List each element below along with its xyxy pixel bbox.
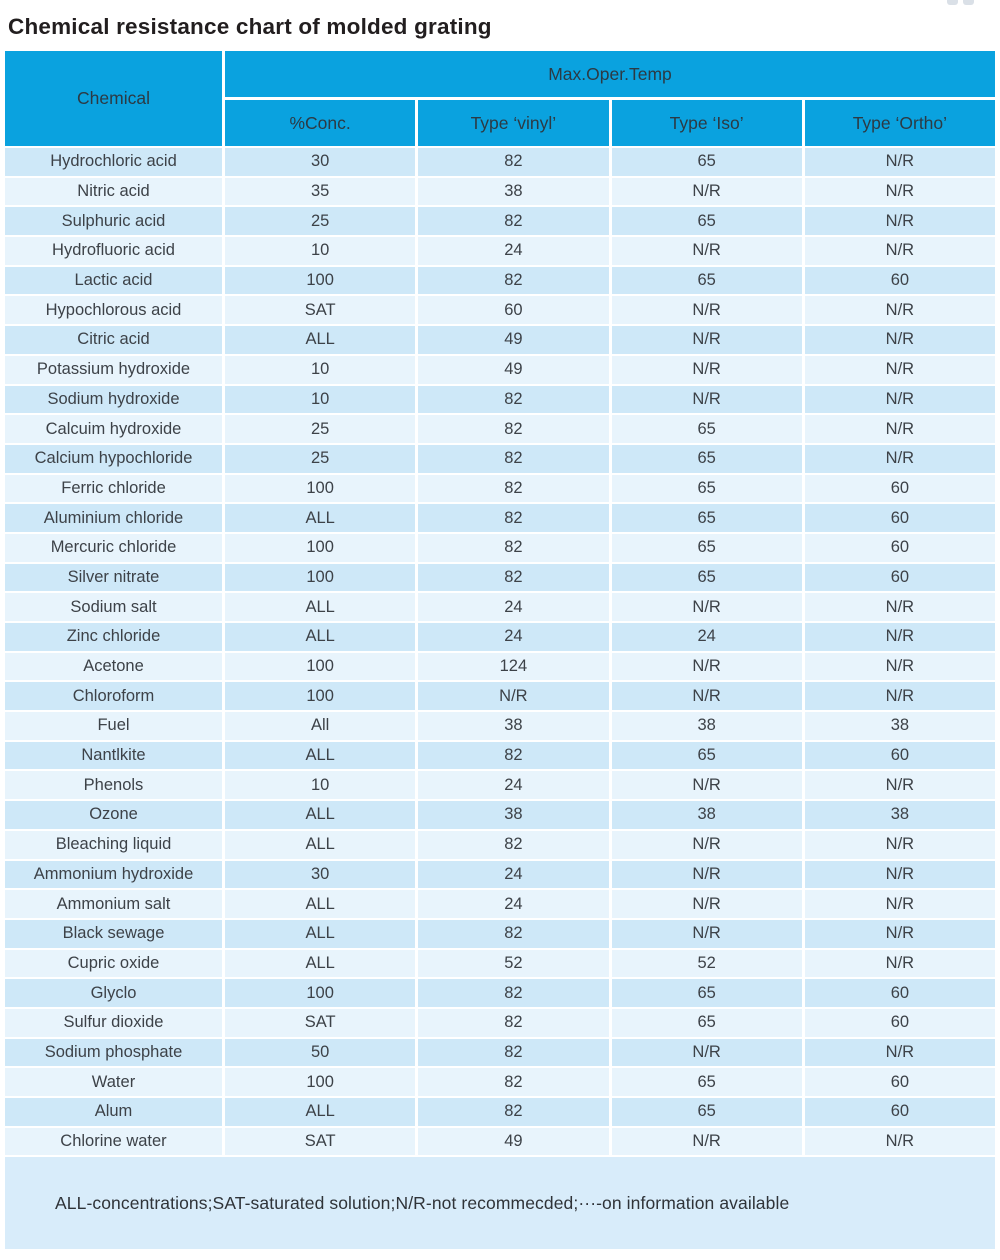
cell-conc: 100 — [225, 653, 415, 681]
cell-iso: 65 — [612, 534, 802, 562]
table-row — [5, 653, 995, 681]
legend-footnote: ALL-concentrations;SAT-saturated solution;N/R-not recommecded;···-on information available — [5, 1157, 995, 1249]
cell-iso: 65 — [612, 445, 802, 473]
cell-vinyl: 82 — [418, 475, 608, 503]
cell-vinyl: 49 — [418, 326, 608, 354]
cell-conc: ALL — [225, 801, 415, 829]
cell-ortho: 60 — [805, 504, 995, 532]
cell-vinyl: 82 — [418, 1009, 608, 1037]
cell-ortho: N/R — [805, 207, 995, 235]
cell-iso: 65 — [612, 564, 802, 592]
cell-ortho: N/R — [805, 682, 995, 710]
cell-chemical: Acetone — [5, 653, 222, 681]
cell-vinyl: 82 — [418, 445, 608, 473]
cell-iso: N/R — [612, 890, 802, 918]
cell-chemical: Hydrofluoric acid — [5, 237, 222, 265]
cell-ortho: N/R — [805, 861, 995, 889]
cell-chemical: Ozone — [5, 801, 222, 829]
cell-iso: N/R — [612, 653, 802, 681]
cell-chemical: Ferric chloride — [5, 475, 222, 503]
cell-vinyl: 82 — [418, 1098, 608, 1126]
cell-chemical: Bleaching liquid — [5, 831, 222, 859]
cell-chemical: Sulphuric acid — [5, 207, 222, 235]
cell-chemical: Sulfur dioxide — [5, 1009, 222, 1037]
cell-conc: 10 — [225, 386, 415, 414]
cell-iso: N/R — [612, 920, 802, 948]
table-row — [5, 861, 995, 889]
cell-ortho: N/R — [805, 1039, 995, 1067]
cell-ortho: N/R — [805, 445, 995, 473]
table-row — [5, 1039, 995, 1067]
cell-conc: ALL — [225, 950, 415, 978]
cell-vinyl: 82 — [418, 504, 608, 532]
cell-chemical: Calcium hypochloride — [5, 445, 222, 473]
cell-vinyl: 82 — [418, 742, 608, 770]
cell-iso: 38 — [612, 712, 802, 740]
cell-chemical: Calcuim hydroxide — [5, 415, 222, 443]
cell-vinyl: 24 — [418, 861, 608, 889]
cell-iso: N/R — [612, 237, 802, 265]
cell-iso: 65 — [612, 207, 802, 235]
cell-conc: SAT — [225, 1128, 415, 1156]
cell-vinyl: 38 — [418, 712, 608, 740]
cell-conc: 30 — [225, 148, 415, 176]
cell-chemical: Cupric oxide — [5, 950, 222, 978]
cell-chemical: Sodium salt — [5, 593, 222, 621]
cell-chemical: Silver nitrate — [5, 564, 222, 592]
cell-conc: 100 — [225, 475, 415, 503]
cell-iso: 65 — [612, 1009, 802, 1037]
cell-conc: 100 — [225, 979, 415, 1007]
cell-ortho: 60 — [805, 564, 995, 592]
table-row — [5, 415, 995, 443]
table-row — [5, 801, 995, 829]
cell-conc: 100 — [225, 682, 415, 710]
cell-ortho: 60 — [805, 534, 995, 562]
cell-iso: 65 — [612, 742, 802, 770]
cell-iso: 24 — [612, 623, 802, 651]
cell-ortho: N/R — [805, 415, 995, 443]
table-row — [5, 148, 995, 176]
cell-ortho: 60 — [805, 1009, 995, 1037]
cell-vinyl: 52 — [418, 950, 608, 978]
chemical-resistance-table — [5, 51, 995, 1249]
cell-vinyl: 124 — [418, 653, 608, 681]
cell-chemical: Ammonium hydroxide — [5, 861, 222, 889]
page-title: Chemical resistance chart of molded grating — [8, 14, 492, 39]
cell-chemical: Nantlkite — [5, 742, 222, 770]
cell-chemical: Chlorine water — [5, 1128, 222, 1156]
cell-vinyl: 82 — [418, 534, 608, 562]
cell-ortho: N/R — [805, 623, 995, 651]
cell-vinyl: 82 — [418, 207, 608, 235]
cell-iso: 65 — [612, 979, 802, 1007]
cell-vinyl: 24 — [418, 593, 608, 621]
cell-conc: 25 — [225, 207, 415, 235]
cell-vinyl: N/R — [418, 682, 608, 710]
cell-ortho: N/R — [805, 950, 995, 978]
table-row — [5, 475, 995, 503]
cell-iso: N/R — [612, 593, 802, 621]
table-row — [5, 326, 995, 354]
cell-iso: N/R — [612, 831, 802, 859]
table-row — [5, 979, 995, 1007]
cell-conc: 30 — [225, 861, 415, 889]
cell-chemical: Phenols — [5, 771, 222, 799]
table-row — [5, 356, 995, 384]
cropped-page-number-fragment — [947, 0, 974, 5]
cell-conc: ALL — [225, 890, 415, 918]
cell-conc: 10 — [225, 771, 415, 799]
cell-conc: ALL — [225, 742, 415, 770]
cell-chemical: Water — [5, 1068, 222, 1096]
cell-conc: 10 — [225, 237, 415, 265]
cell-chemical: Nitric acid — [5, 178, 222, 206]
cell-chemical: Fuel — [5, 712, 222, 740]
table-row — [5, 237, 995, 265]
table-row — [5, 267, 995, 295]
table-row — [5, 1098, 995, 1126]
cell-ortho: N/R — [805, 178, 995, 206]
table-header — [5, 51, 995, 146]
cell-iso: N/R — [612, 1039, 802, 1067]
cell-conc: SAT — [225, 296, 415, 324]
cell-chemical: Citric acid — [5, 326, 222, 354]
cell-chemical: Mercuric chloride — [5, 534, 222, 562]
cell-conc: 100 — [225, 1068, 415, 1096]
cell-chemical: Alum — [5, 1098, 222, 1126]
cell-iso: 65 — [612, 1098, 802, 1126]
cell-vinyl: 24 — [418, 890, 608, 918]
table-row — [5, 890, 995, 918]
cell-chemical: Potassium hydroxide — [5, 356, 222, 384]
table-row — [5, 712, 995, 740]
cell-vinyl: 24 — [418, 771, 608, 799]
table-row — [5, 742, 995, 770]
table-row — [5, 920, 995, 948]
cell-vinyl: 82 — [418, 267, 608, 295]
table-row — [5, 771, 995, 799]
table-row — [5, 593, 995, 621]
table-row — [5, 831, 995, 859]
cell-ortho: 60 — [805, 267, 995, 295]
cell-ortho: N/R — [805, 326, 995, 354]
cell-chemical: Glyclo — [5, 979, 222, 1007]
table-row — [5, 386, 995, 414]
column-header-type-vinyl: Type ‘vinyl’ — [418, 100, 608, 146]
cell-vinyl: 82 — [418, 1068, 608, 1096]
cell-conc: ALL — [225, 920, 415, 948]
cell-chemical: Chloroform — [5, 682, 222, 710]
cell-conc: 100 — [225, 534, 415, 562]
cell-iso: N/R — [612, 178, 802, 206]
cell-ortho: N/R — [805, 920, 995, 948]
cell-conc: 10 — [225, 356, 415, 384]
cell-iso: N/R — [612, 296, 802, 324]
cell-ortho: N/R — [805, 890, 995, 918]
cell-chemical: Sodium phosphate — [5, 1039, 222, 1067]
cell-conc: 100 — [225, 267, 415, 295]
cell-chemical: Lactic acid — [5, 267, 222, 295]
table-row — [5, 296, 995, 324]
cell-vinyl: 49 — [418, 356, 608, 384]
cell-iso: N/R — [612, 356, 802, 384]
cell-chemical: Sodium hydroxide — [5, 386, 222, 414]
cell-conc: ALL — [225, 831, 415, 859]
cell-vinyl: 82 — [418, 148, 608, 176]
cell-conc: 35 — [225, 178, 415, 206]
table-row — [5, 504, 995, 532]
cell-chemical: Hydrochloric acid — [5, 148, 222, 176]
cell-ortho: N/R — [805, 831, 995, 859]
cell-iso: N/R — [612, 326, 802, 354]
cell-ortho: N/R — [805, 653, 995, 681]
cell-iso: 38 — [612, 801, 802, 829]
cell-conc: ALL — [225, 593, 415, 621]
cell-ortho: 60 — [805, 1068, 995, 1096]
cell-vinyl: 82 — [418, 564, 608, 592]
table-row — [5, 564, 995, 592]
cell-ortho: N/R — [805, 771, 995, 799]
cell-chemical: Zinc chloride — [5, 623, 222, 651]
cell-ortho: N/R — [805, 356, 995, 384]
cell-chemical: Black sewage — [5, 920, 222, 948]
cell-iso: N/R — [612, 682, 802, 710]
table-row — [5, 1128, 995, 1156]
cell-vinyl: 49 — [418, 1128, 608, 1156]
cell-iso: N/R — [612, 771, 802, 799]
cell-iso: 65 — [612, 148, 802, 176]
cell-ortho: 60 — [805, 742, 995, 770]
cell-ortho: 60 — [805, 1098, 995, 1126]
cell-iso: N/R — [612, 386, 802, 414]
column-header-type-iso: Type ‘Iso’ — [612, 100, 802, 146]
cell-iso: N/R — [612, 1128, 802, 1156]
cell-conc: SAT — [225, 1009, 415, 1037]
table-row — [5, 950, 995, 978]
cell-conc: All — [225, 712, 415, 740]
cell-conc: ALL — [225, 504, 415, 532]
cell-iso: 52 — [612, 950, 802, 978]
cell-conc: 50 — [225, 1039, 415, 1067]
cell-ortho: 60 — [805, 979, 995, 1007]
cell-conc: 100 — [225, 564, 415, 592]
cell-conc: ALL — [225, 1098, 415, 1126]
cell-conc: ALL — [225, 326, 415, 354]
cell-vinyl: 60 — [418, 296, 608, 324]
column-header-conc: %Conc. — [225, 100, 415, 146]
cell-ortho: N/R — [805, 386, 995, 414]
column-header-chemical: Chemical — [5, 51, 222, 146]
cell-ortho: N/R — [805, 148, 995, 176]
cell-iso: 65 — [612, 504, 802, 532]
cell-vinyl: 24 — [418, 623, 608, 651]
cell-iso: 65 — [612, 475, 802, 503]
cell-vinyl: 38 — [418, 178, 608, 206]
cell-chemical: Ammonium salt — [5, 890, 222, 918]
cell-iso: 65 — [612, 1068, 802, 1096]
cell-iso: 65 — [612, 267, 802, 295]
table-row — [5, 623, 995, 651]
cell-ortho: 38 — [805, 712, 995, 740]
cell-vinyl: 82 — [418, 979, 608, 1007]
table-row — [5, 1068, 995, 1096]
column-group-header-max-oper-temp: Max.Oper.Temp — [225, 51, 995, 97]
cell-ortho: N/R — [805, 593, 995, 621]
cell-vinyl: 82 — [418, 386, 608, 414]
cell-conc: 25 — [225, 445, 415, 473]
cell-conc: ALL — [225, 623, 415, 651]
table-row — [5, 1009, 995, 1037]
cell-vinyl: 82 — [418, 831, 608, 859]
table-row — [5, 207, 995, 235]
cell-vinyl: 82 — [418, 415, 608, 443]
cell-vinyl: 24 — [418, 237, 608, 265]
cell-chemical: Aluminium chloride — [5, 504, 222, 532]
table-body — [5, 148, 995, 1155]
cell-chemical: Hypochlorous acid — [5, 296, 222, 324]
cell-vinyl: 82 — [418, 920, 608, 948]
cell-ortho: N/R — [805, 296, 995, 324]
cell-vinyl: 38 — [418, 801, 608, 829]
table-row — [5, 682, 995, 710]
cell-ortho: N/R — [805, 237, 995, 265]
table-row — [5, 534, 995, 562]
table-row — [5, 178, 995, 206]
cell-ortho: 60 — [805, 475, 995, 503]
column-header-type-ortho: Type ‘Ortho’ — [805, 100, 995, 146]
cell-conc: 25 — [225, 415, 415, 443]
table-row — [5, 445, 995, 473]
cell-vinyl: 82 — [418, 1039, 608, 1067]
cell-ortho: N/R — [805, 1128, 995, 1156]
cell-iso: 65 — [612, 415, 802, 443]
cell-ortho: 38 — [805, 801, 995, 829]
cell-iso: N/R — [612, 861, 802, 889]
